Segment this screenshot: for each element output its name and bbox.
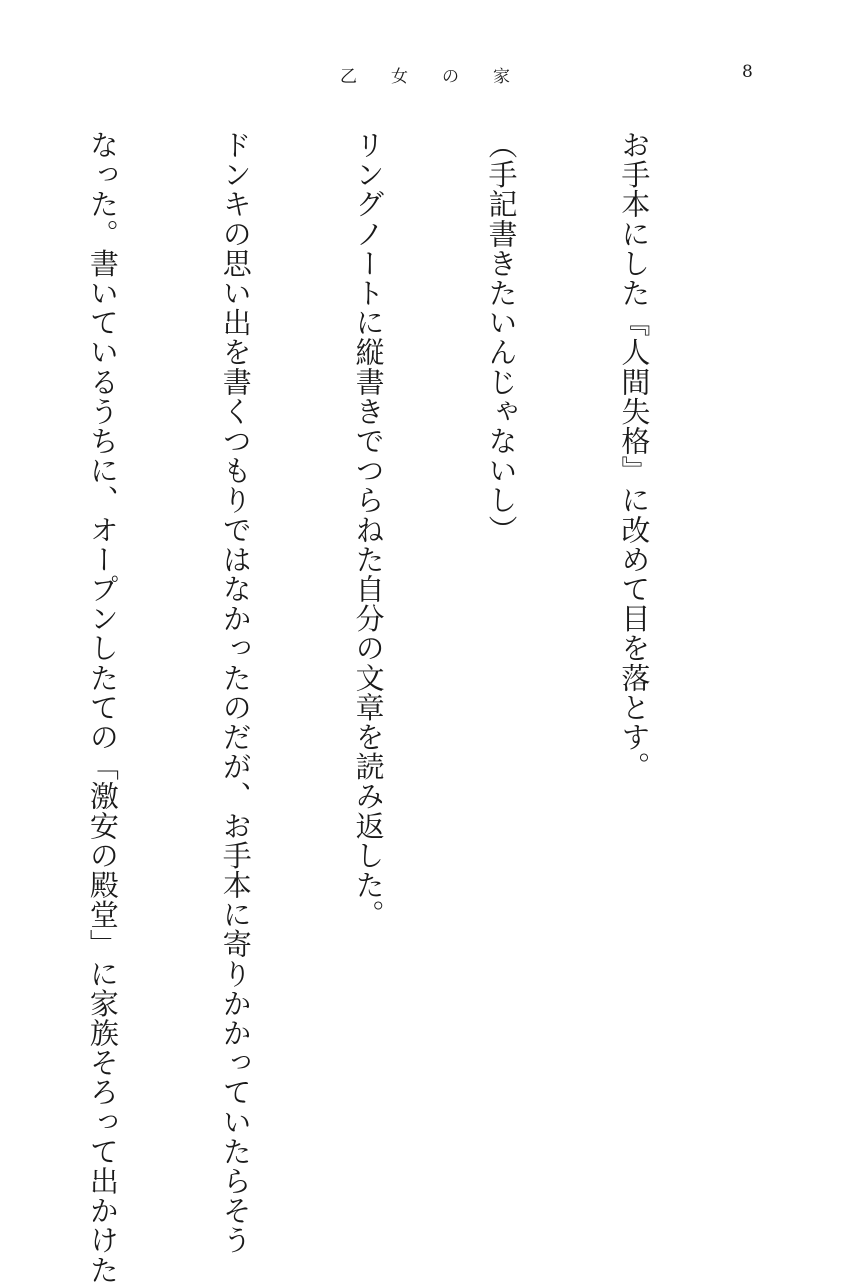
header-char: の	[442, 67, 459, 87]
header-char: 乙	[340, 67, 357, 87]
text-line: リングノートに縦書きでつらねた自分の文章を読み返した。	[351, 130, 386, 930]
running-header-title	[340, 62, 510, 87]
header-char: 女	[391, 67, 408, 87]
header-char: 家	[493, 67, 510, 87]
body-text	[0, 130, 745, 1284]
page-number: 8	[742, 62, 753, 82]
text-line: （手記書きたいんじゃないし）	[484, 130, 519, 545]
text-line: なった。書いているうちに、オープンしたての「激安の殿堂」に家族そろって出かけた	[85, 130, 120, 1284]
text-line: ドンキの思い出を書くつもりではなかったのだが、お手本に寄りかかっていたらそう	[218, 130, 253, 1255]
text-line: お手本にした『人間失格』に改めて目を落とす。	[617, 130, 652, 782]
